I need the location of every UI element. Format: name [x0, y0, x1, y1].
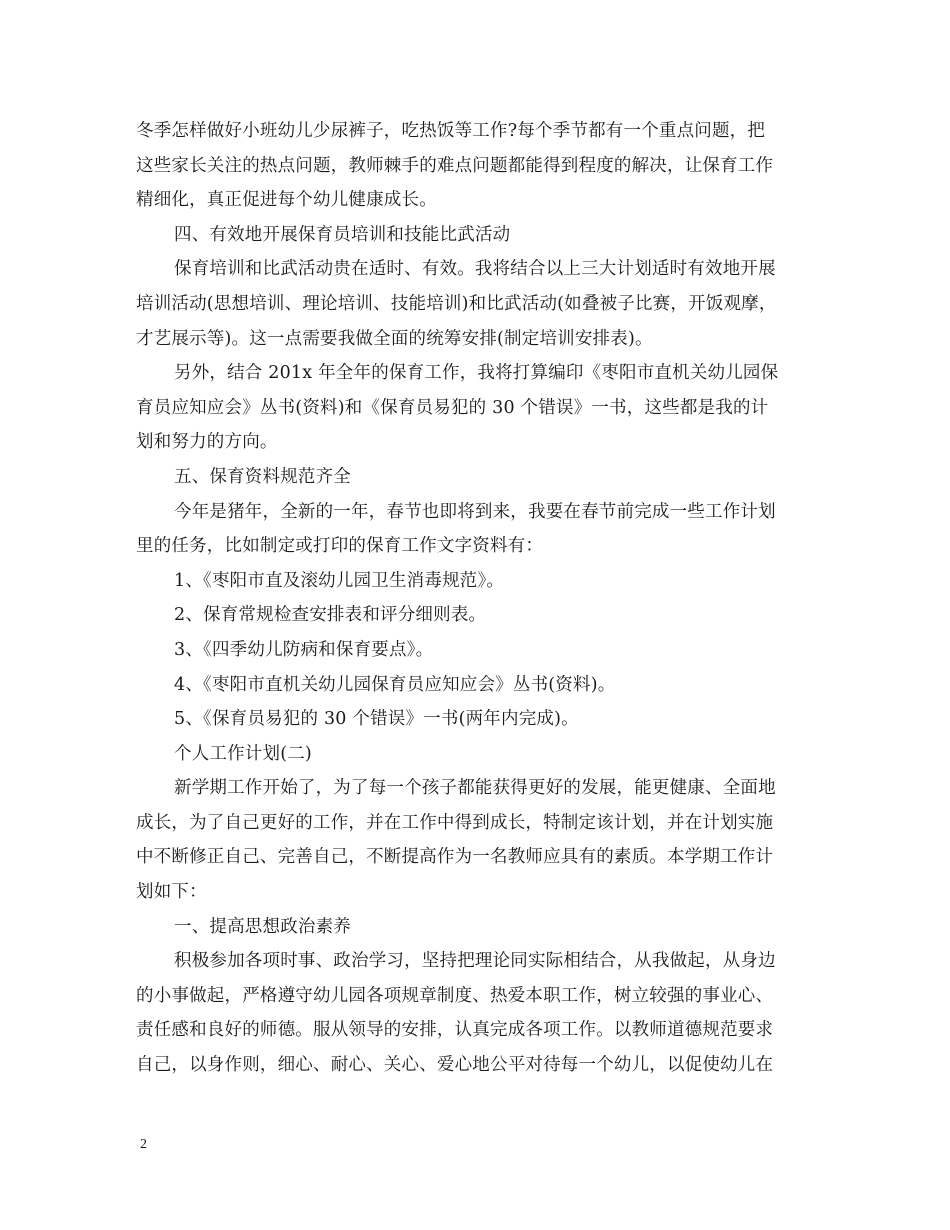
text-line: 积极参加各项时事、政治学习，坚持把理论同实际相结合，从我做起，从身边 [174, 951, 776, 972]
text-line: 划和努力的方向。 [136, 432, 278, 453]
text-line: 2、保育常规检查安排表和评分细则表。 [174, 605, 487, 626]
text-line: 中不断修正自己、完善自己，不断提高作为一名教师应具有的素质。本学期工作计 [136, 847, 774, 868]
text-line: 冬季怎样做好小班幼儿少尿裤子，吃热饭等工作?每个季节都有一个重点问题，把 [136, 121, 766, 141]
text-line: 3、《四季幼儿防病和保育要点》。 [174, 639, 434, 660]
text-line: 个人工作计划(二) [174, 743, 312, 764]
text-line: 育员应知应会》丛书(资料)和《保育员易犯的 30 个错误》一书，这些都是我的计 [136, 397, 769, 418]
text-line: 的小事做起，严格遵守幼儿园各项规章制度、热爱本职工作，树立较强的事业心、 [136, 985, 774, 1006]
text-line: 这些家长关注的热点问题，教师棘手的难点问题都能得到程度的解决，让保育工作 [136, 155, 774, 176]
text-line: 精细化，真正促进每个幼儿健康成长。 [136, 190, 437, 211]
text-line: 才艺展示等)。这一点需要我做全面的统筹安排(制定培训安排表)。 [136, 328, 653, 349]
text-line: 新学期工作开始了，为了每一个孩子都能获得更好的发展，能更健康、全面地 [174, 778, 776, 799]
text-line: 培训活动(思想培训、理论培训、技能培训)和比武活动(如叠被子比赛，开饭观摩， [136, 293, 777, 314]
text-line: 保育培训和比武活动贵在适时、有效。我将结合以上三大计划适时有效地开展 [174, 259, 776, 280]
text-line: 一、提高思想政治素养 [174, 916, 351, 937]
text-line: 自己，以身作则，细心、耐心、关心、爱心地公平对待每一个幼儿，以促使幼儿在 [136, 1055, 774, 1076]
text-line: 划如下： [136, 882, 207, 903]
text-line: 五、保育资料规范齐全 [174, 466, 351, 487]
text-line: 1、《枣阳市直及滚幼儿园卫生消毒规范》。 [174, 570, 505, 591]
text-line: 四、有效地开展保育员培训和技能比武活动 [174, 224, 511, 245]
page-number: 2 [140, 1137, 147, 1152]
text-line: 里的任务，比如制定或打印的保育工作文字资料有： [136, 536, 544, 557]
text-line: 今年是猪年，全新的一年，春节也即将到来，我要在春节前完成一些工作计划 [174, 501, 776, 522]
text-line: 5、《保育员易犯的 30 个错误》一书(两年内完成)。 [174, 709, 579, 730]
text-line: 另外，结合 201x 年全年的保育工作，我将打算编印《枣阳市直机关幼儿园保 [174, 363, 779, 384]
text-line: 4、《枣阳市直机关幼儿园保育员应知应会》丛书(资料)。 [174, 674, 616, 695]
text-line: 成长，为了自己更好的工作，并在工作中得到成长，特制定该计划，并在计划实施 [136, 812, 774, 833]
text-line: 责任感和良好的师德。服从领导的安排，认真完成各项工作。以教师道德规范要求 [136, 1020, 774, 1041]
document-body [136, 114, 816, 1083]
